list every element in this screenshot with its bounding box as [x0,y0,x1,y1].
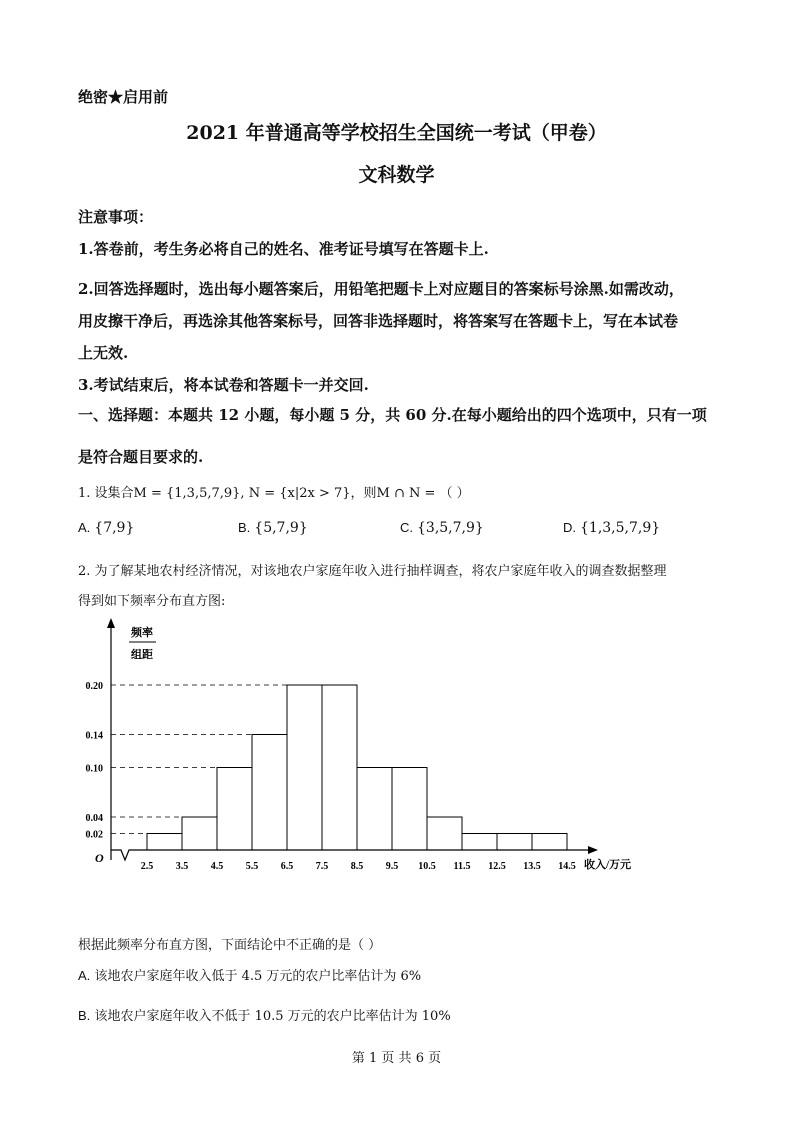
exam-title: 2021 年普通高等学校招生全国统一考试（甲卷） [186,122,607,144]
note-line: 用皮擦干净后，再选涂其他答案标号，回答非选择题时，将答案写在答题卡上，写在本试卷 [78,312,679,330]
histogram-bar [217,768,252,851]
histogram-bar [147,834,182,851]
x-tick-label: 13.5 [523,861,541,872]
x-tick-label: 14.5 [558,861,576,872]
note-line: 2.回答选择题时，选出每小题答案后，用铅笔把题卡上对应题目的答案标号涂黑.如需改动， [78,280,684,298]
x-tick-label: 3.5 [175,861,189,872]
x-tick-label: 4.5 [210,861,224,872]
y-axis-arrow [107,618,115,628]
histogram-bar [392,768,427,851]
histogram-bar [497,834,532,851]
x-tick-label: 9.5 [385,861,399,872]
histogram-bar [462,834,497,851]
frequency-histogram [0,610,793,880]
note-line: 上无效. [78,344,129,362]
secret-label: 绝密★启用前 [78,88,169,106]
page-footer: 第 1 页 共 6 页 [351,1051,442,1066]
exam-subtitle: 文科数学 [358,164,435,186]
y-tick-label: 0.10 [85,763,103,775]
q2-stem-line1: 2. 为了解某地农村经济情况，对该地农户家庭年收入进行抽样调查，将农户家庭年收入的调查数据整理 [78,564,667,579]
notes-heading: 注意事项： [78,208,154,226]
y-tick-label: 0.02 [85,829,103,841]
q2-stem-line2: 得到如下频率分布直方图: [78,594,226,609]
q1-option-b: B. {5,7,9} [238,520,308,536]
q2-option-a: A. 该地农户家庭年收入低于 4.5 万元的农户比率估计为 6% [78,968,422,984]
x-tick-label: 8.5 [350,861,364,872]
x-axis-label: 收入/万元 [584,859,632,871]
q2-option-b: B. 该地农户家庭年收入不低于 10.5 万元的农户比率估计为 10% [78,1008,451,1024]
q1-option-c: C. {3,5,7,9} [400,520,484,536]
y-tick-label: 0.20 [85,681,103,692]
x-axis [111,850,590,860]
section-heading-line2: 是符合题目要求的. [78,448,204,466]
y-tick-label: 0.14 [85,730,103,742]
x-tick-label: 5.5 [245,861,259,872]
histogram-bar [532,834,567,851]
q1-stem: 1. 设集合M = {1,3,5,7,9}, N = {x|2x > 7}，则M ∩ N = （ ） [78,486,470,501]
note-line: 3.考试结束后，将本试卷和答题卡一并交回. [78,376,369,394]
note-line: 1.答卷前，考生务必将自己的姓名、准考证号填写在答题卡上. [78,240,489,258]
x-tick-label: 10.5 [418,861,436,872]
histogram-bar [427,817,462,850]
histogram-bar [182,817,217,850]
y-label-bottom: 组距 [131,649,153,661]
y-label-top: 频率 [131,627,153,639]
section-heading-line1: 一、选择题：本题共 12 小题，每小题 5 分，共 60 分.在每小题给出的四个选项中，只有一项 [78,406,707,424]
histogram-bar [287,685,322,850]
x-axis-arrow [588,846,598,854]
origin-label: O [95,851,104,865]
x-tick-label: 12.5 [488,861,506,872]
histogram-bar [322,685,357,850]
q1-option-a: A. {7,9} [78,520,135,536]
x-tick-label: 2.5 [140,861,154,872]
q2-question: 根据此频率分布直方图，下面结论中不正确的是（ ） [78,938,382,953]
histogram-bar [252,735,287,851]
x-tick-label: 6.5 [280,861,294,872]
x-tick-label: 7.5 [315,861,329,872]
x-tick-label: 11.5 [453,861,471,872]
histogram-bar [357,768,392,851]
y-tick-label: 0.04 [85,813,103,824]
q1-option-d: D. {1,3,5,7,9} [563,520,661,536]
